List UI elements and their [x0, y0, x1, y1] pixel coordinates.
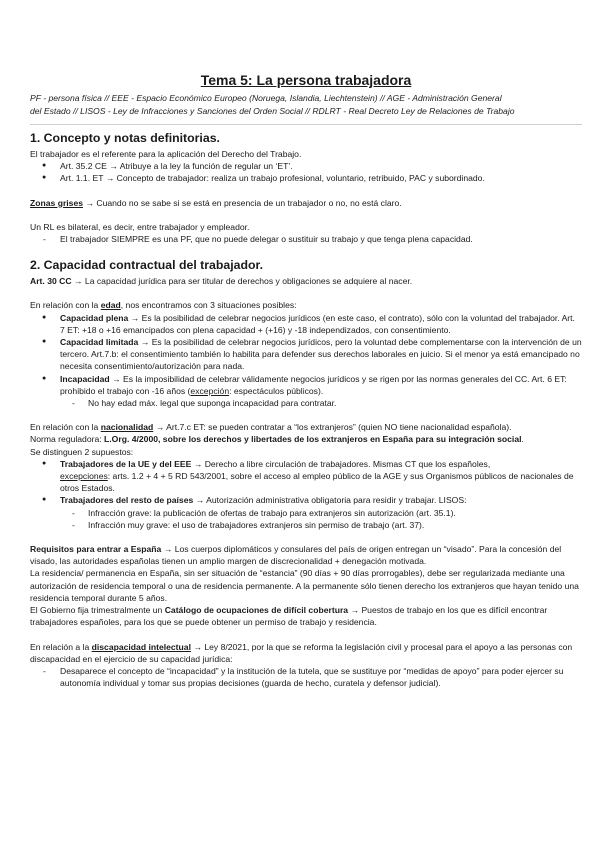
- edad-max-dash: - No hay edad máx. legal que suponga incapacidad para contratar.: [30, 397, 582, 409]
- ue-excepciones: excepciones: [60, 471, 108, 482]
- supuestos-paragraph: Se distinguen 2 supuestos:: [30, 446, 134, 457]
- bullet-art1: ● Art. 1.1. ET → Concepto de trabajador: realiza un trabajo profesional, voluntario, retribuido, PAC y subordinado.: [30, 172, 582, 184]
- resto-label: Trabajadores del resto de países: [60, 495, 194, 506]
- residencia-paragraph: La residencia/ permanencia en España, sin ser situación de “estancia” (90 días + 90 días prorrogables), debe ser regularizada mediante una autorización de residencia temporal o una de residencia permanente. A la permanente sólo tienen derecho los extranjeros que hayan tenido una residencia temporal durante 5 años.: [30, 568, 579, 603]
- requisitos-paragraph: [30, 543, 582, 567]
- gob-pre: El Gobierno fija trimestralmente un: [30, 605, 165, 616]
- edad-post: , nos encontramos con 3 situaciones posibles:: [120, 300, 297, 311]
- abbreviations-line-2: del Estado // LISOS - Ley de Infracciones y Sanciones del Orden Social // RDLRT - Real Decreto Ley de Relaciones de Trabajo: [30, 106, 515, 116]
- incapacidad-text-a: → Es la imposibilidad de celebrar válidamente negocios jurídicos y se rigen por las normas generales del CC. Art. 6 ET: prohibido el trabajo con -16 años (: [60, 373, 567, 396]
- capacidad-plena-label: Capacidad plena: [60, 312, 129, 323]
- capacidad-limitada-label: Capacidad limitada: [60, 337, 139, 348]
- discapacidad-dash: - Desaparece el concepto de “incapacidad” y la institución de la tutela, que se sustituye por “medidas de apoyo” para poder ejercer su autonomía individual y tomar sus propias decisiones (guarda de hecho, curatela y defensor judicial).: [30, 665, 582, 689]
- art30-paragraph: [30, 275, 582, 287]
- nac-pre: En relación con la: [30, 422, 101, 433]
- bilateral-dash: - El trabajador SIEMPRE es una PF, que no puede delegar o sustituir su trabajo y que tenga plena capacidad.: [30, 233, 582, 245]
- norma-bold: L.Org. 4/2000, sobre los derechos y libertades de los extranjeros en España para su integración social: [104, 434, 522, 445]
- bilateral-paragraph: Un RL es bilateral, es decir, entre trabajador y empleador.: [30, 221, 250, 232]
- gob-post: → Puestos de trabajo en los que es difícil encontrar trabajadores españoles, para los que se puede obtener un permiso de trabajo y residencia.: [30, 605, 548, 628]
- page-title: Tema 5: La persona trabajadora: [200, 72, 412, 88]
- incapacidad-excepcion: excepción: [190, 385, 230, 396]
- resto-text: → Autorización administrativa obligatoria para residir y trabajar. LISOS:: [193, 495, 467, 506]
- ue-excepciones-text: : arts. 1.2 + 4 + 5 RD 543/2001, sobre el acceso al empleo público de la AGE y sus Organismos públicos de nacionales de otros Estados.: [60, 471, 574, 494]
- edad-list: [30, 312, 582, 397]
- ue-label: Trabajadores de la UE y del EEE: [60, 458, 192, 469]
- incapacidad-item: [30, 373, 582, 397]
- disc-pre: En relación a la: [30, 641, 92, 652]
- section1-bullets: [30, 160, 582, 184]
- discapacidad-list: [30, 665, 582, 689]
- gob-bold: Catálogo de ocupaciones de difícil cobertura: [164, 605, 349, 616]
- discapacidad-paragraph: [30, 641, 582, 665]
- zonas-grises-text: → Cuando no se sabe si se está en presencia de un trabajador o no, no está claro.: [83, 197, 402, 208]
- nacionalidad-paragraph: [30, 421, 582, 433]
- disc-post: → Ley 8/2021, por la que se reforma la legislación civil y procesal para el apoyo a las personas con discapacidad en el ejercicio de su capacidad jurídica:: [30, 641, 573, 664]
- abbreviations-line-1: PF - persona física // EEE - Espacio Económico Europeo (Noruega, Islandia, Liechtenstein) // AGE - Administración General: [30, 93, 502, 103]
- section1-heading: 1. Concepto y notas definitorias.: [30, 131, 220, 145]
- capacidad-plena-item: [30, 312, 582, 336]
- nac-term: nacionalidad: [100, 422, 154, 433]
- bullet-art35: ● Art. 35.2 CE → Atribuye a la ley la función de regular un ‘ET’.: [30, 160, 582, 172]
- incapacidad-text-b: : espectáculos públicos).: [229, 385, 324, 396]
- norma-post: .: [521, 434, 524, 445]
- document-page: [30, 72, 582, 689]
- gobierno-paragraph: [30, 604, 582, 628]
- edad-sub-list: [30, 397, 582, 409]
- capacidad-plena-text: → Es la posibilidad de celebrar negocios jurídicos (en este caso, el contrato), sólo con la voluntad del trabajador. Art. 7 ET: +18 o +16 emancipados con plena capacidad + (+16) y -18 independizados, con consentimiento.: [60, 312, 575, 335]
- art30-text: → La capacidad jurídica para ser titular de derechos y obligaciones se adquiere al nacer.: [71, 276, 413, 287]
- norma-paragraph: [30, 433, 582, 445]
- supuestos-list: [30, 458, 582, 507]
- art30-label: Art. 30 CC: [30, 276, 72, 287]
- resto-item: [30, 494, 582, 506]
- infraccion-muy-grave: - Infracción muy grave: el uso de trabajadores extranjeros sin permiso de trabajo (art. 37).: [30, 519, 582, 531]
- ue-text: → Derecho a libre circulación de trabajadores. Mismas CT que los españoles,: [191, 458, 491, 469]
- requisitos-label: Requisitos para entrar a España: [30, 544, 162, 555]
- capacidad-limitada-text: → Es la posibilidad de celebrar negocios jurídicos, pero la voluntad debe complementarse con la intervención de un tercero. Art.7.b: el consentimiento también lo habilita para defender sus derechos laborales en juicio. Si el menor ya está emancipado no necesita consentimiento/autorización para nada.: [60, 337, 582, 372]
- norma-pre: Norma reguladora:: [30, 434, 105, 445]
- zonas-grises-paragraph: [30, 197, 582, 209]
- disc-term: discapacidad intelectual: [91, 641, 191, 652]
- edad-paragraph: [30, 299, 582, 311]
- nac-post: → Art.7.c ET: se pueden contratar a “los extranjeros” (quien NO tiene nacionalidad española).: [153, 422, 512, 433]
- infraccion-grave: - Infracción grave: la publicación de ofertas de trabajo para extranjeros sin autorización (art. 35.1).: [30, 507, 582, 519]
- capacidad-limitada-item: [30, 336, 582, 373]
- divider: [30, 124, 582, 125]
- edad-pre: En relación con la: [30, 300, 101, 311]
- incapacidad-label: Incapacidad: [60, 373, 110, 384]
- zonas-grises-term: Zonas grises: [30, 197, 84, 208]
- edad-term: edad: [100, 300, 121, 311]
- infracciones-list: [30, 507, 582, 531]
- ue-item: [30, 458, 582, 495]
- bilateral-list: [30, 233, 582, 245]
- section2-heading: 2. Capacidad contractual del trabajador.: [30, 258, 264, 273]
- requisitos-text: → Los cuerpos diplomáticos y consulares del país de origen entregan un “visado”. Para la concesión del visado, las autoridades españolas tienen un amplio margen de discrecionalidad + denegación motivada.: [30, 544, 562, 567]
- section1-intro: El trabajador es el referente para la aplicación del Derecho del Trabajo.: [30, 149, 302, 159]
